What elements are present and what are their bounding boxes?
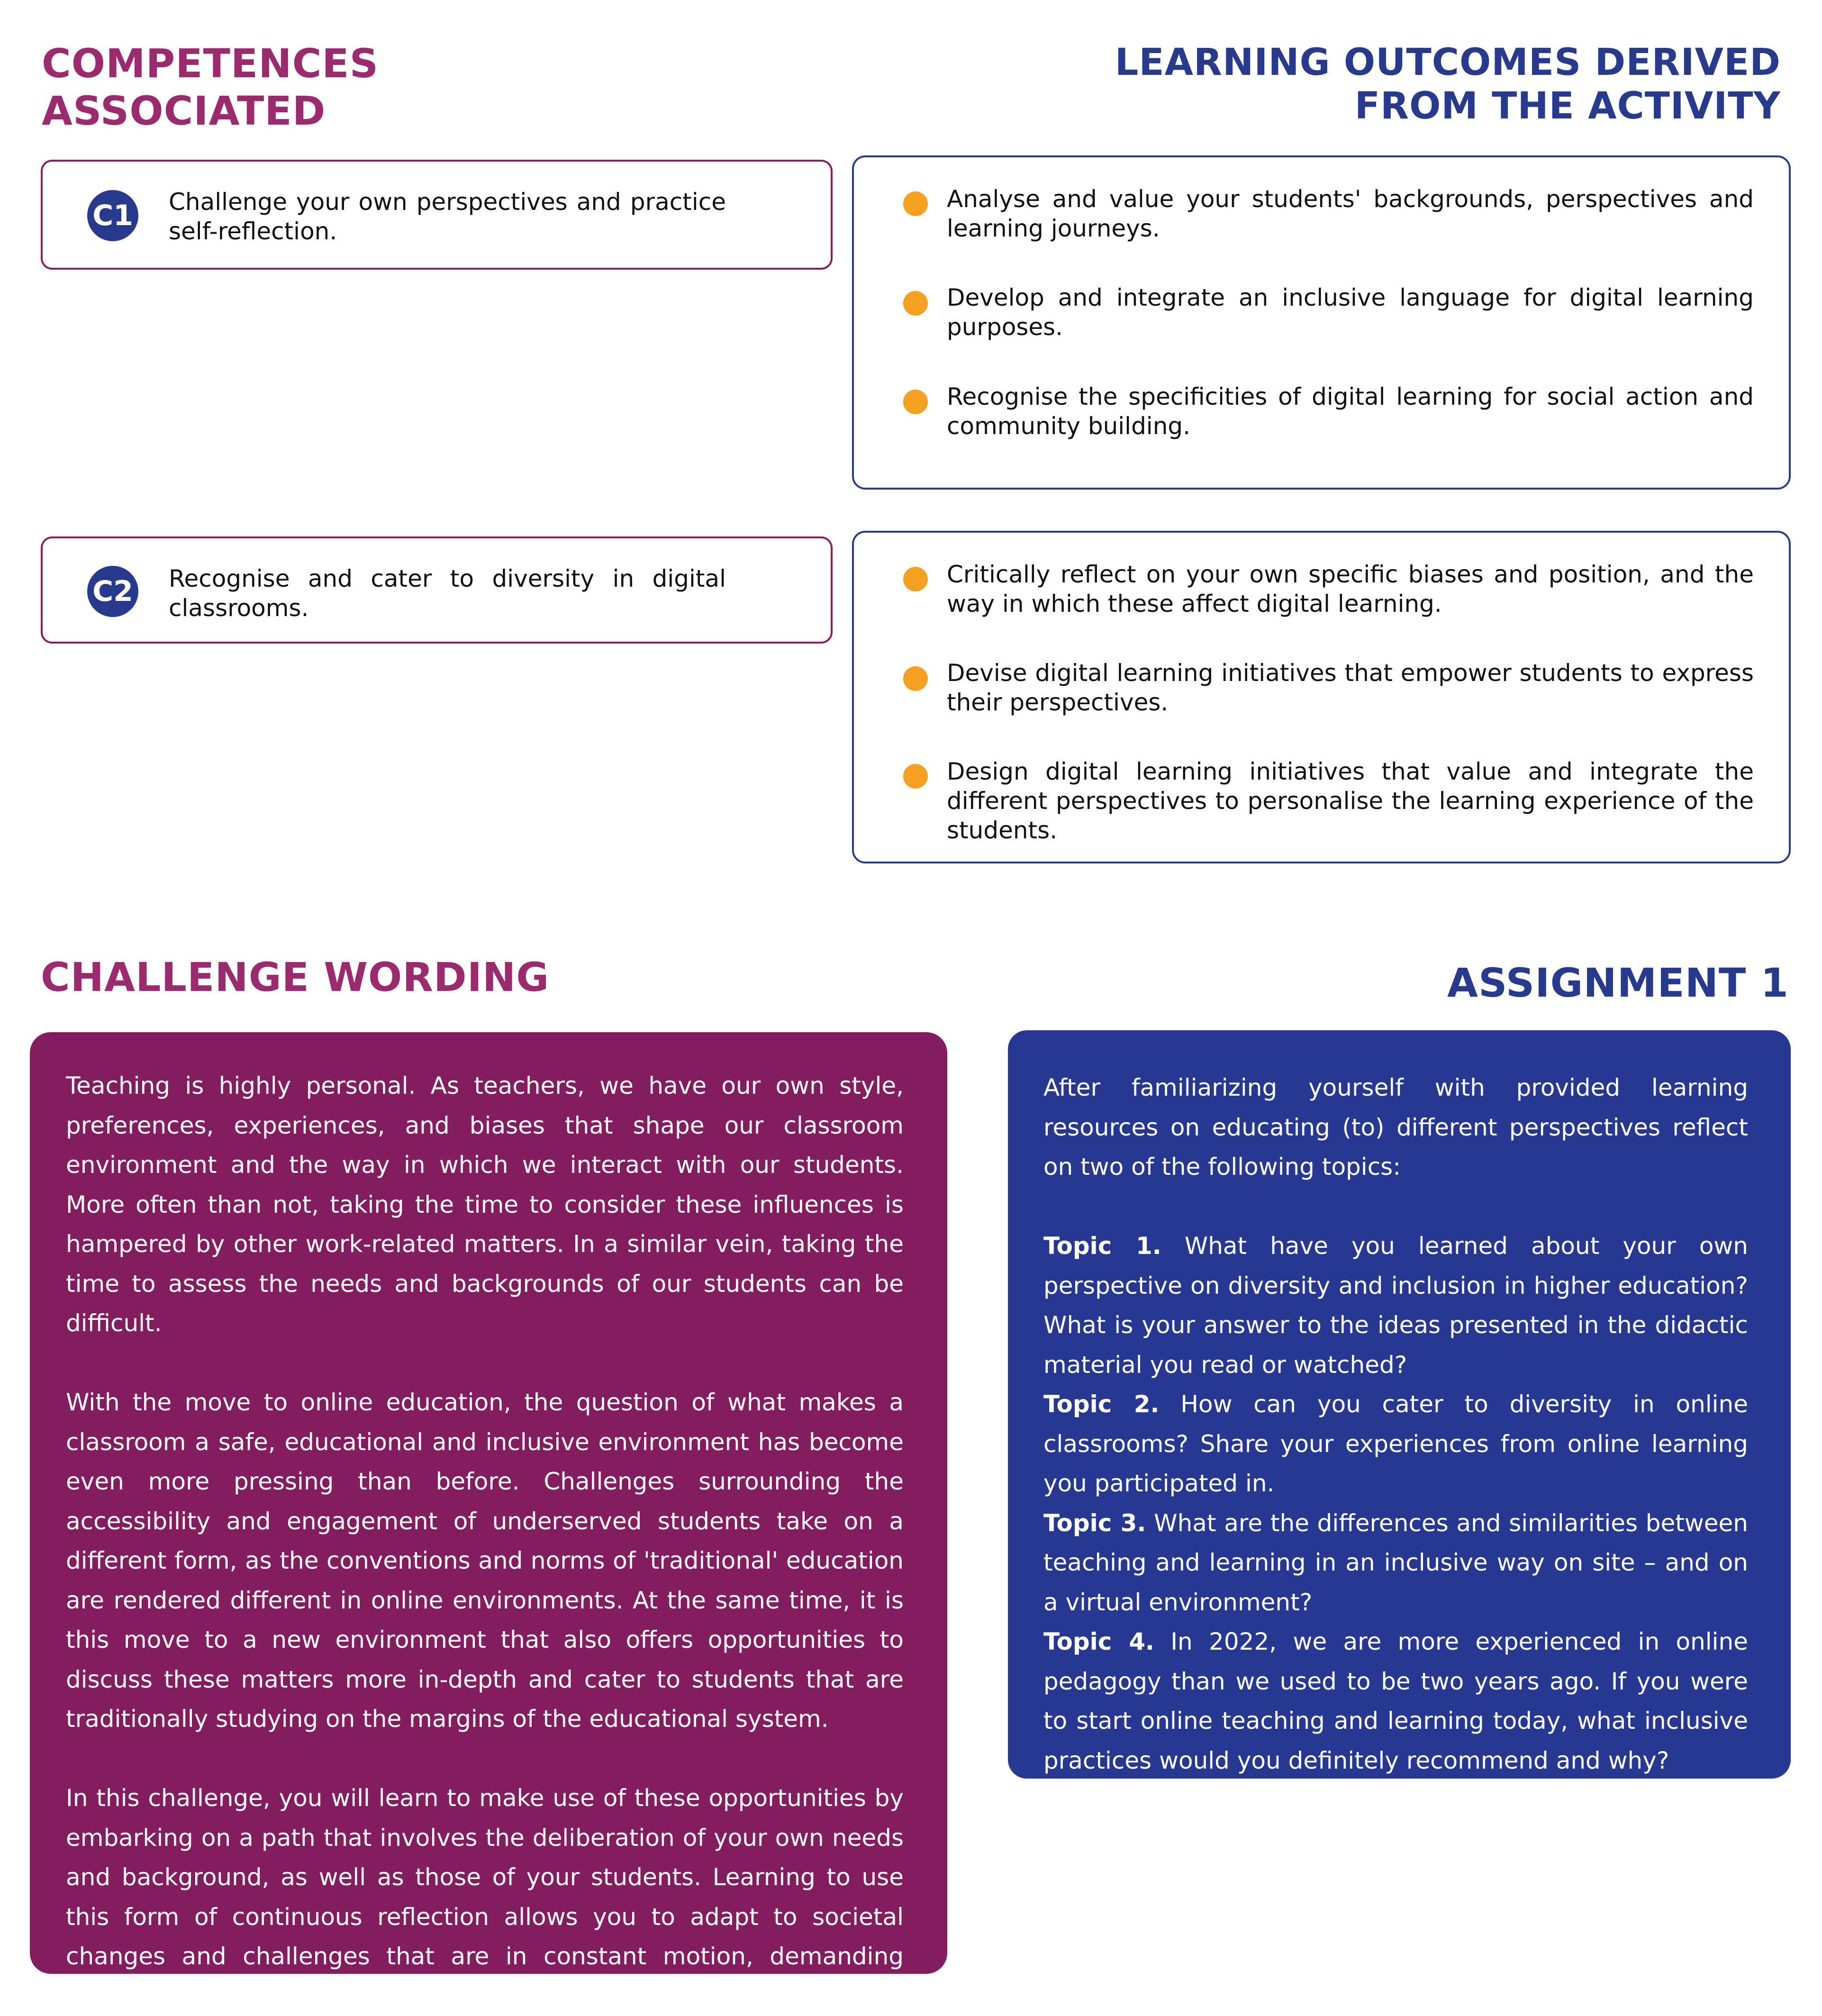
assignment-topic-1 xyxy=(1043,1226,1748,1385)
assignment-body xyxy=(1043,1068,1748,1780)
challenge-paragraph-3: In this challenge, you will learn to make use of these opportunities by embarking on a path that involves the deliberation of your own needs and background, as well as those of your students. Learning to use this form of continuous reflection allows you to adapt to societal changes and challenges that are in constant motion, demanding different forms of education. xyxy=(66,1784,904,2010)
outcome-item: Recognise the specificities of digital learning for social action and community building. xyxy=(947,383,1754,440)
bullet-dot-icon xyxy=(903,666,928,691)
outcomes-heading-line2: FROM THE ACTIVITY xyxy=(1354,85,1781,127)
competence-badge-c2: C2 xyxy=(87,566,138,617)
assignment-topic-3 xyxy=(1043,1504,1748,1623)
outcomes-card-1 xyxy=(852,155,1791,490)
competences-heading-line1: COMPETENCES xyxy=(42,40,379,87)
competence-text-c1: Challenge your own perspectives and practice self-reflection. xyxy=(169,188,726,245)
assignment-intro: After familiarizing yourself with provided learning resources on educating (to) different perspectives reflect on two of the following topics: xyxy=(1043,1074,1748,1181)
bullet-dot-icon xyxy=(903,764,928,789)
competence-card-c1 xyxy=(41,160,833,270)
topic-text: How can you cater to diversity in online classrooms? Share your experiences from online learning you participated in. xyxy=(1043,1390,1749,1497)
outcome-item: Design digital learning initiatives that value and integrate the different perspectives to personalise the learning experience of the students. xyxy=(947,758,1754,844)
topic-label: Topic 4. xyxy=(1043,1628,1154,1655)
assignment-topic-2 xyxy=(1043,1385,1748,1504)
outcomes-heading xyxy=(1023,41,1781,128)
outcome-item: Analyse and value your students' backgrounds, perspectives and learning journeys. xyxy=(947,185,1754,242)
topic-text: In 2022, we are more experienced in online pedagogy than we used to be two years ago. If you were to start online teaching and learning today, what inclusive practices would you definitely recommend and why? xyxy=(1043,1628,1748,1774)
bullet-dot-icon xyxy=(903,567,928,591)
challenge-heading: CHALLENGE WORDING xyxy=(41,954,550,1000)
competence-badge-c1: C1 xyxy=(87,190,138,241)
topic-text: What have you learned about your own perspective on diversity and inclusion in higher education? What is your answer to the ideas presented in the didactic material you read or watched? xyxy=(1043,1232,1748,1379)
challenge-paragraph-2: With the move to online education, the question of what makes a classroom a safe, educational and inclusive environment has become even more pressing than before. Challenges surrounding the accessibility and engagement of underserved students take on a different form, as the conventions and norms of 'traditional' education are rendered different in online environments. At the same time, it is this move to a new environment that also offers opportunities to discuss these matters more in-depth and cater to students that are traditionally studying on the margins of the educational system. xyxy=(66,1389,904,1733)
outcome-item: Critically reflect on your own specific biases and position, and the way in which these affect digital learning. xyxy=(947,561,1754,618)
assignment-panel xyxy=(1008,1030,1791,1779)
assignment-heading: ASSIGNMENT 1 xyxy=(1447,960,1789,1006)
assignment-topic-4 xyxy=(1043,1622,1748,1780)
outcomes-card-2 xyxy=(852,531,1791,863)
challenge-paragraph-1: Teaching is highly personal. As teachers, we have our own style, preferences, experiences, and biases that shape our classroom environment and the way in which we interact with our students. More often than not, taking the time to consider these influences is hampered by other work-related matters. In a similar vein, taking the time to assess the needs and backgrounds of our students can be difficult. xyxy=(66,1072,904,1337)
bullet-dot-icon xyxy=(903,291,928,316)
outcomes-heading-line1: LEARNING OUTCOMES DERIVED xyxy=(1115,41,1781,84)
challenge-panel xyxy=(30,1032,947,2010)
competence-text-c2: Recognise and cater to diversity in digital classrooms. xyxy=(169,565,726,622)
bullet-dot-icon xyxy=(903,191,928,216)
topic-text: What are the differences and similarities between teaching and learning in an inclusive way on site – and on a virtual environment? xyxy=(1043,1509,1748,1616)
topic-label: Topic 1. xyxy=(1043,1232,1161,1260)
topic-label: Topic 2. xyxy=(1043,1390,1160,1418)
topic-label: Topic 3. xyxy=(1043,1509,1146,1537)
bullet-dot-icon xyxy=(903,390,928,414)
competences-heading xyxy=(42,40,468,135)
outcome-item: Devise digital learning initiatives that empower students to express their perspectives. xyxy=(947,659,1754,716)
challenge-body xyxy=(66,1066,904,2016)
competences-heading-line2: ASSOCIATED xyxy=(42,88,326,134)
competence-card-c2 xyxy=(41,536,833,644)
outcome-item: Develop and integrate an inclusive language for digital learning purposes. xyxy=(947,284,1754,341)
